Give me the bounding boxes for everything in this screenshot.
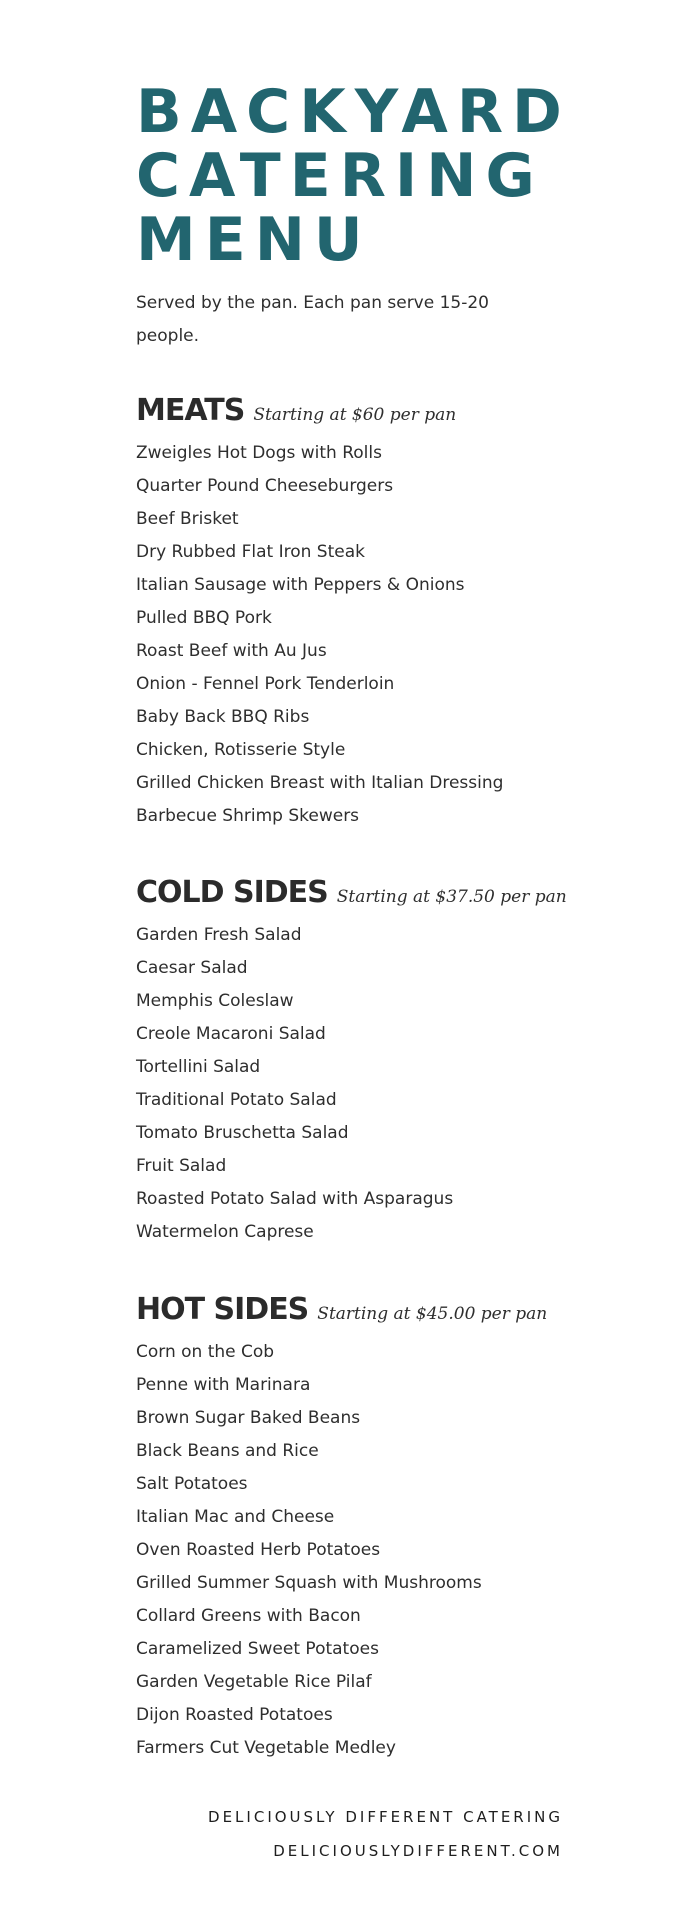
menu-item: Watermelon Caprese [136, 1222, 314, 1242]
menu-title-line-1: BACKYARD [136, 77, 571, 147]
menu-item: Salt Potatoes [136, 1474, 248, 1494]
menu-item-list [136, 437, 596, 833]
menu-item: Memphis Coleslaw [136, 991, 294, 1011]
menu-item: Chicken, Rotisserie Style [136, 740, 346, 760]
menu-item: Barbecue Shrimp Skewers [136, 806, 360, 826]
menu-item: Onion - Fennel Pork Tenderloin [136, 674, 395, 694]
menu-item: Zweigles Hot Dogs with Rolls [136, 443, 382, 463]
menu-title-line-2: CATERING [136, 141, 544, 211]
footer-company-name: DELICIOUSLY DIFFERENT CATERING [208, 1808, 563, 1826]
menu-item: Brown Sugar Baked Beans [136, 1408, 361, 1428]
menu-item: Collard Greens with Bacon [136, 1606, 361, 1626]
menu-subtitle: Served by the pan. Each pan serve 15-20 people. [136, 293, 489, 346]
section-title: HOT SIDES [136, 1292, 309, 1327]
menu-item: Roast Beef with Au Jus [136, 641, 327, 661]
menu-item: Beef Brisket [136, 509, 239, 529]
menu-item: Tortellini Salad [136, 1057, 261, 1077]
menu-item: Garden Vegetable Rice Pilaf [136, 1672, 372, 1692]
section-title: COLD SIDES [136, 875, 328, 910]
menu-item: Creole Macaroni Salad [136, 1024, 326, 1044]
section-header [136, 1292, 596, 1336]
menu-item: Italian Mac and Cheese [136, 1507, 335, 1527]
menu-item: Black Beans and Rice [136, 1441, 319, 1461]
section-title: MEATS [136, 393, 245, 428]
section-cold-sides [136, 875, 596, 1249]
menu-item: Traditional Potato Salad [136, 1090, 337, 1110]
menu-title [136, 77, 596, 275]
menu-item: Caramelized Sweet Potatoes [136, 1639, 379, 1659]
section-meats [136, 393, 596, 833]
section-price: Starting at $45.00 per pan [317, 1304, 548, 1324]
menu-item: Dry Rubbed Flat Iron Steak [136, 542, 365, 562]
menu-item: Corn on the Cob [136, 1342, 275, 1362]
menu-item: Tomato Bruschetta Salad [136, 1123, 349, 1143]
menu-item: Pulled BBQ Pork [136, 608, 272, 628]
section-header [136, 875, 596, 919]
menu-item-list [136, 1336, 596, 1765]
section-price: Starting at $60 per pan [253, 405, 457, 425]
section-hot-sides [136, 1292, 596, 1765]
menu-item: Grilled Chicken Breast with Italian Dressing [136, 773, 504, 793]
menu-item: Baby Back BBQ Ribs [136, 707, 310, 727]
menu-item: Dijon Roasted Potatoes [136, 1705, 333, 1725]
menu-item: Oven Roasted Herb Potatoes [136, 1540, 381, 1560]
menu-item: Italian Sausage with Peppers & Onions [136, 575, 465, 595]
footer-website: DELICIOUSLYDIFFERENT.COM [273, 1842, 563, 1860]
section-header [136, 393, 596, 437]
menu-item: Quarter Pound Cheeseburgers [136, 476, 394, 496]
menu-item: Grilled Summer Squash with Mushrooms [136, 1573, 482, 1593]
section-price: Starting at $37.50 per pan [336, 887, 567, 907]
menu-item: Penne with Marinara [136, 1375, 311, 1395]
menu-item: Garden Fresh Salad [136, 925, 302, 945]
menu-item-list [136, 919, 596, 1249]
menu-item: Roasted Potato Salad with Asparagus [136, 1189, 454, 1209]
menu-item: Caesar Salad [136, 958, 248, 978]
menu-item: Farmers Cut Vegetable Medley [136, 1738, 396, 1758]
menu-item: Fruit Salad [136, 1156, 227, 1176]
menu-title-line-3: MENU [136, 205, 372, 275]
